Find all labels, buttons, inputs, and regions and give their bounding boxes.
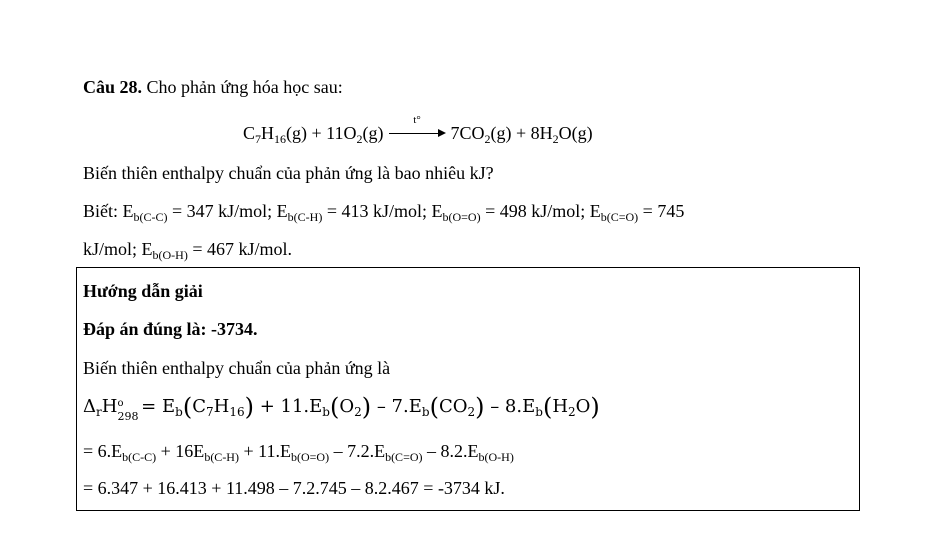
- h2o-state: O(g): [558, 123, 593, 143]
- given-lead: Biết: E: [83, 201, 134, 221]
- h2o-h: H: [552, 396, 569, 417]
- cc-sub: b(C-C): [133, 210, 168, 224]
- oh-sub: b(O-H): [152, 248, 188, 262]
- ch-value: = 413 kJ/mol; E: [322, 201, 443, 221]
- minus-7: – 7.E: [371, 396, 422, 417]
- calc1-b: + 16E: [156, 441, 205, 461]
- paren-open-4: (: [542, 393, 553, 421]
- co-sub: b(C=O): [600, 210, 639, 224]
- paren-open-1: (: [182, 393, 193, 421]
- o2-sub: 2: [356, 132, 363, 146]
- solution-heading: Hướng dẫn giải: [83, 281, 203, 301]
- given-line-2: [83, 238, 292, 260]
- given-line2-lead: kJ/mol; E: [83, 239, 153, 259]
- standard-degree: o: [117, 398, 124, 409]
- calc1-a: = 6.E: [83, 441, 123, 461]
- given-line-1: [83, 200, 684, 222]
- delta-r: r: [96, 405, 102, 419]
- calculation-line-1: [83, 440, 514, 462]
- oo-sub: b(O=O): [442, 210, 481, 224]
- solution-answer: Đáp án đúng là: -3734.: [83, 319, 258, 339]
- product-state-h2o: (g) + 8H: [490, 123, 553, 143]
- eb-1: E: [161, 396, 176, 417]
- calc1-c: + 11.E: [238, 441, 291, 461]
- paren-close-4: ): [590, 393, 600, 421]
- co2-formula-sub: 2: [467, 405, 476, 419]
- calc1-cc: b(C-C): [122, 450, 157, 464]
- c7-sub: 7: [205, 405, 214, 419]
- equals: =: [135, 396, 162, 417]
- h-symbol: H: [101, 396, 118, 417]
- paren-open-3: (: [429, 393, 439, 421]
- solution-text: Biến thiên enthalpy chuẩn của phản ứng là: [83, 358, 391, 378]
- eb-3-sub: b: [421, 405, 430, 419]
- calculation-line-2: = 6.347 + 16.413 + 11.498 – 7.2.745 – 8.2.467 = -3734 kJ.: [83, 478, 505, 498]
- h16-sub: 16: [229, 405, 245, 419]
- paren-close-1: ): [244, 393, 254, 421]
- question-label: Câu 28.: [83, 77, 143, 97]
- h16: H: [213, 396, 230, 417]
- co-value: = 745: [638, 201, 685, 221]
- c7: C: [192, 396, 206, 417]
- plus-11: + 11.E: [253, 396, 323, 417]
- paren-open-2: (: [329, 393, 340, 421]
- temp-298: 298: [117, 410, 139, 423]
- oo-value: = 498 kJ/mol; E: [480, 201, 601, 221]
- co2-sub: 2: [484, 132, 491, 146]
- question-intro: Cho phản ứng hóa học sau:: [142, 77, 343, 97]
- eb-1-sub: b: [175, 405, 183, 419]
- reaction-arrow: [389, 114, 446, 144]
- paren-close-3: ): [475, 393, 485, 421]
- arrow-condition: t°: [413, 114, 421, 126]
- reactant-state-o2: (g) + 11O: [286, 123, 357, 143]
- product-co2: 7CO: [450, 123, 485, 143]
- calc1-co: b(C=O): [385, 450, 423, 464]
- eb-2-sub: b: [322, 405, 330, 419]
- calc1-oh: b(O-H): [478, 450, 514, 464]
- reactant-h-sub: 16: [274, 132, 287, 146]
- co2: CO: [438, 396, 468, 417]
- calc1-ch: b(C-H): [204, 450, 239, 464]
- question-title: [83, 76, 343, 98]
- o2-formula-sub: 2: [354, 405, 362, 419]
- o2-state: (g): [362, 123, 384, 143]
- ch-sub: b(C-H): [287, 210, 323, 224]
- delta-symbol: Δ: [83, 396, 96, 417]
- reactant-h: H: [261, 123, 275, 143]
- question-prompt: Biến thiên enthalpy chuẩn của phản ứng là bao nhiêu kJ?: [83, 163, 494, 183]
- oh-value: = 467 kJ/mol.: [187, 239, 293, 259]
- enthalpy-formula: [83, 393, 600, 423]
- h2o-formula-sub: 2: [568, 405, 576, 419]
- h2o-o: O: [575, 396, 591, 417]
- h2o-sub: 2: [552, 132, 559, 146]
- minus-8: – 8.E: [484, 396, 536, 417]
- reactant-c-sub: 7: [255, 132, 262, 146]
- cc-value: = 347 kJ/mol; E: [167, 201, 288, 221]
- calc1-d: – 7.2.E: [329, 441, 386, 461]
- o2: O: [339, 396, 355, 417]
- solution-box: [76, 267, 860, 511]
- reactant-c: C: [243, 123, 256, 143]
- h-supsub: [117, 396, 139, 423]
- eb-4-sub: b: [535, 405, 543, 419]
- paren-close-2: ): [361, 393, 372, 421]
- reaction-equation: [243, 114, 593, 146]
- calc1-e: – 8.2.E: [422, 441, 479, 461]
- calc1-oo: b(O=O): [290, 450, 330, 464]
